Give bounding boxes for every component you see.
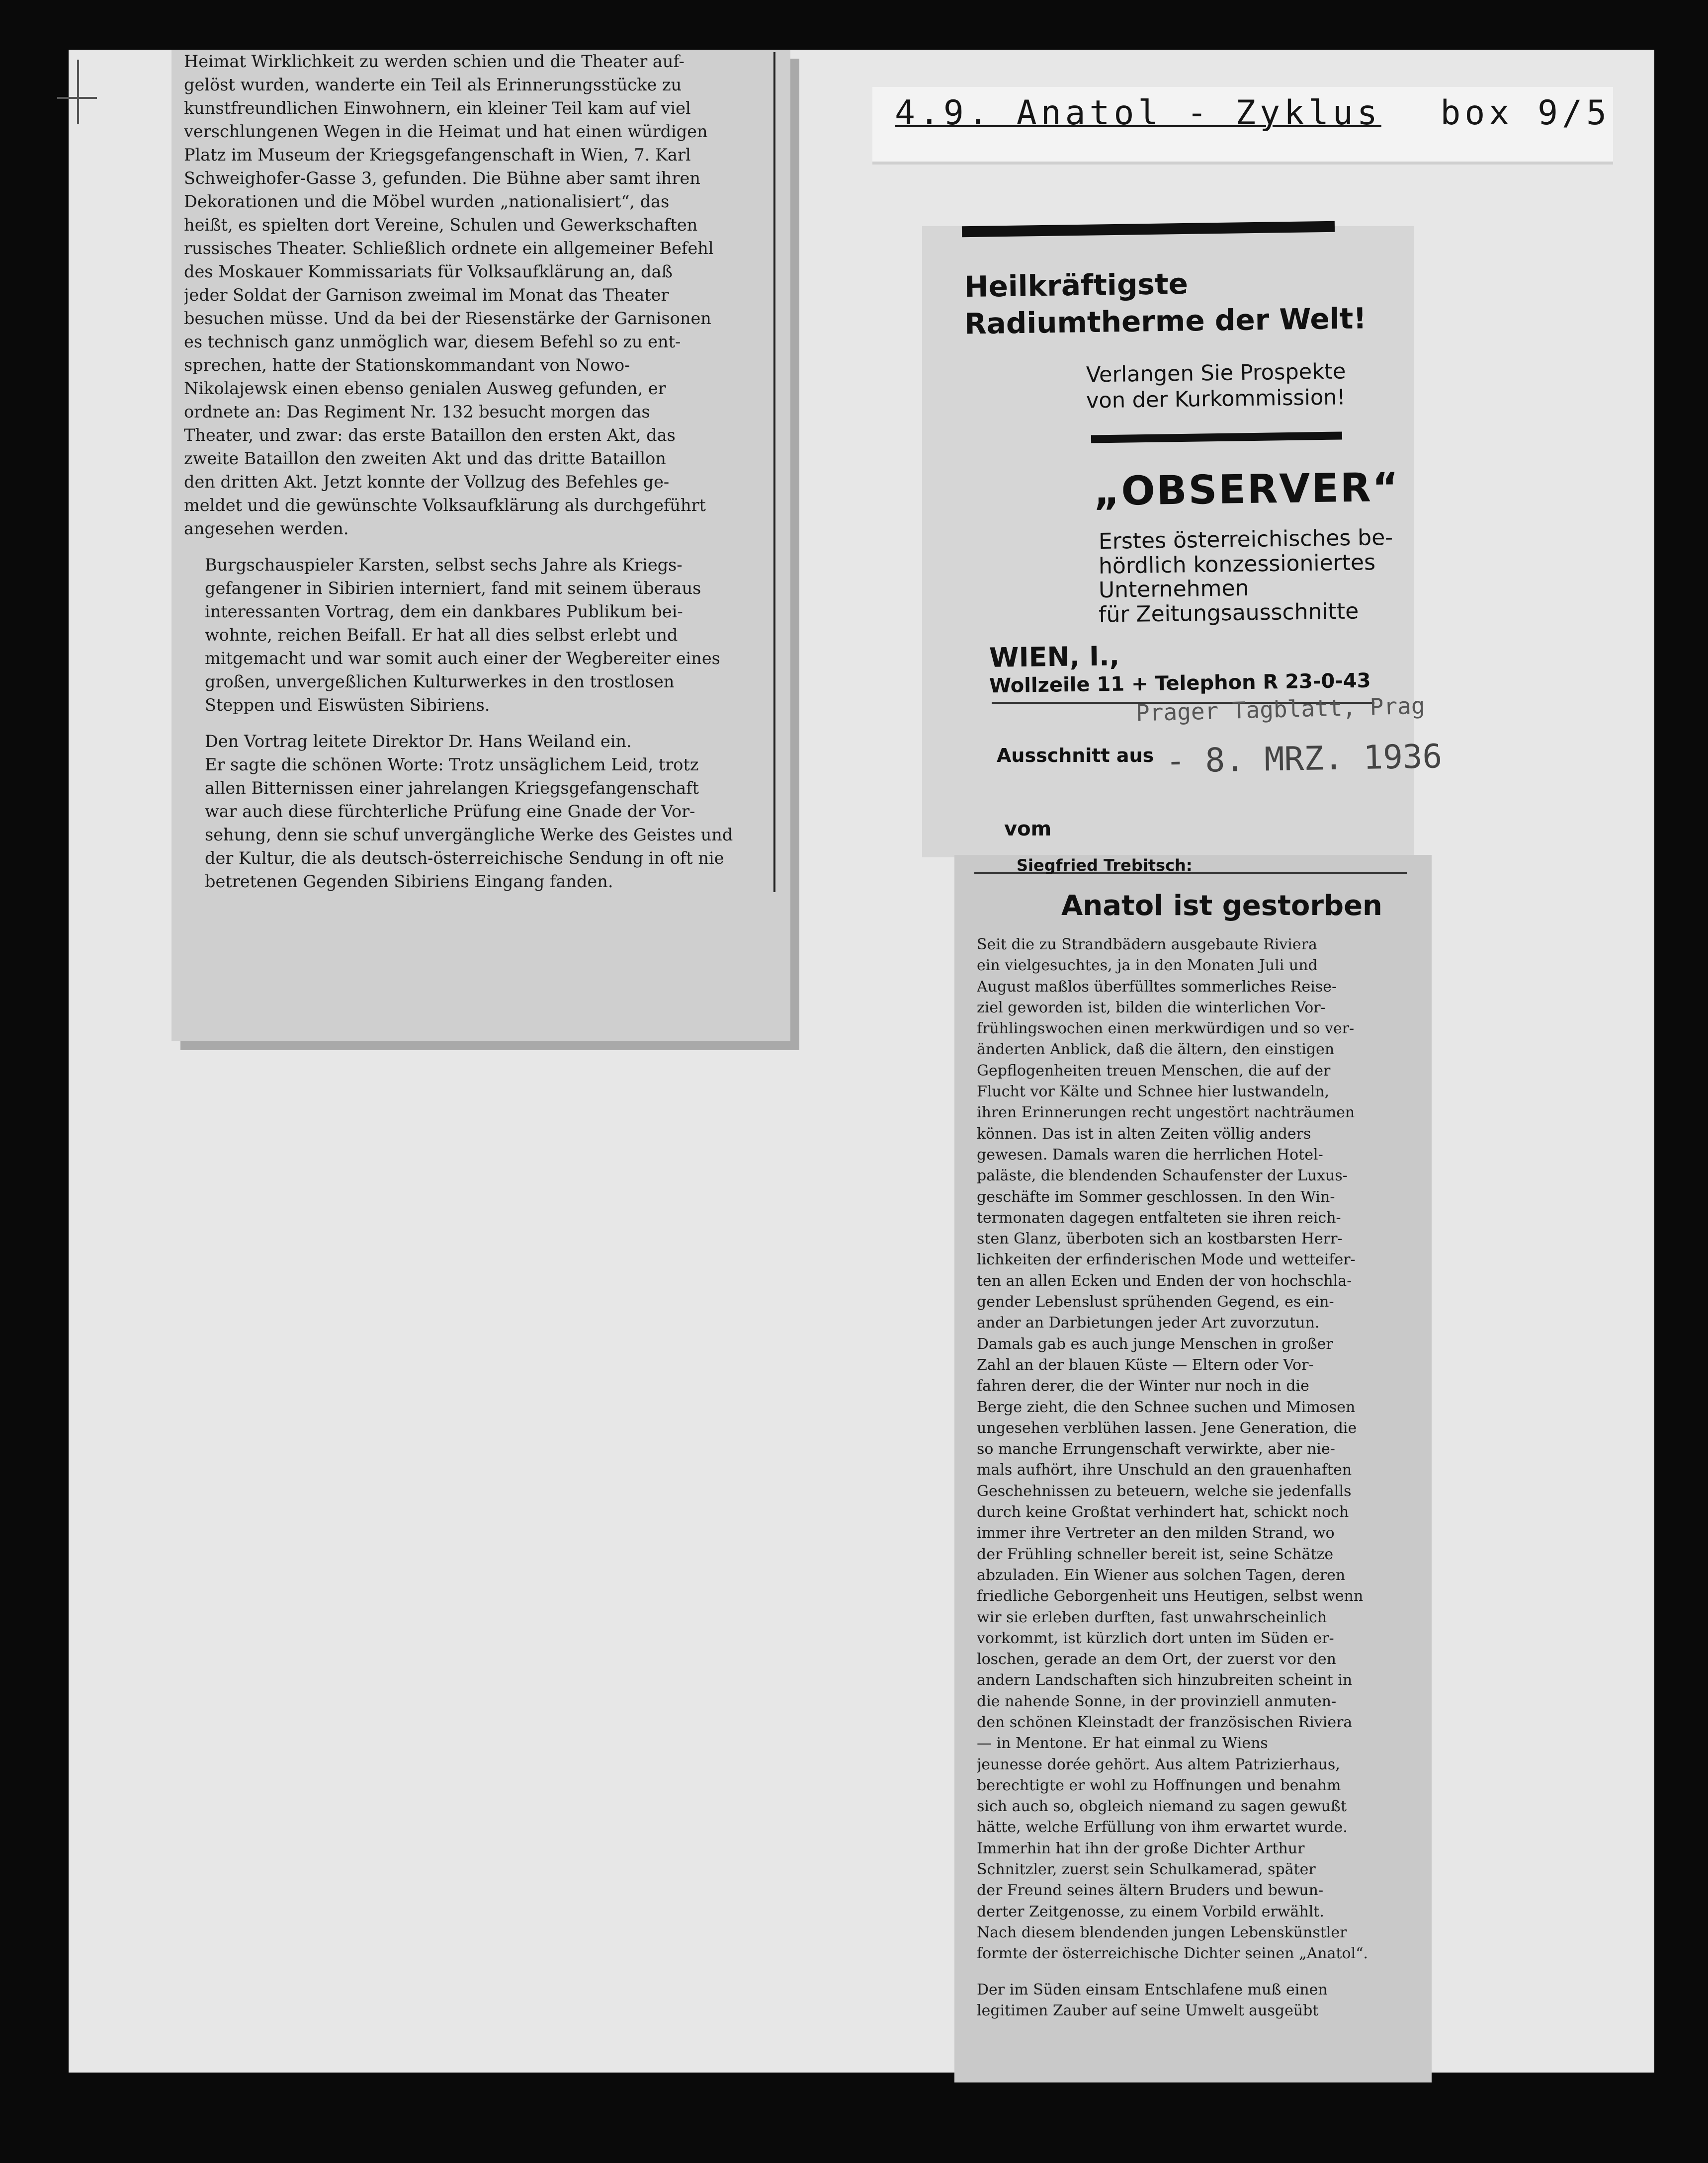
left-clipping-line: sehung, denn sie schuf unvergängliche Werke des Geistes und bbox=[205, 825, 733, 844]
article-line: Geschehnissen zu beteuern, welche sie jedenfalls bbox=[977, 1482, 1352, 1500]
ad-line-4: von der Kurkommission! bbox=[1086, 385, 1346, 414]
left-clipping-line: angesehen werden. bbox=[184, 519, 349, 538]
ad-line-3: Verlangen Sie Prospekte bbox=[1086, 359, 1346, 388]
article-line: geschäfte im Sommer geschlossen. In den Win- bbox=[977, 1188, 1335, 1206]
left-clipping-line: den dritten Akt. Jetzt konnte der Vollzug des Befehles ge- bbox=[184, 472, 670, 492]
article-line: legitimen Zauber auf seine Umwelt ausgeübt bbox=[977, 2001, 1319, 2019]
observer-city: WIEN, I., bbox=[989, 640, 1120, 673]
article-line: Schnitzler, zuerst sein Schulkamerad, später bbox=[977, 1861, 1316, 1879]
left-clipping-line: russisches Theater. Schließlich ordnete ein allgemeiner Befehl bbox=[184, 239, 714, 258]
article-body bbox=[977, 934, 1434, 2036]
left-clipping-line: großen, unvergeßlichen Kulturwerkes in den trostlosen bbox=[205, 672, 675, 691]
article-line: Gepflogenheiten treuen Menschen, die auf der bbox=[977, 1062, 1331, 1080]
left-clipping-line: betretenen Gegenden Sibiriens Eingang fanden. bbox=[205, 872, 613, 891]
left-clipping-line: sprechen, hatte der Stationskommandant von Nowo- bbox=[184, 355, 630, 375]
article-line: paläste, die blendenden Schaufenster der Luxus- bbox=[977, 1167, 1348, 1185]
article-paragraph bbox=[977, 934, 1434, 1965]
observer-name: „OBSERVER“ bbox=[1093, 464, 1400, 515]
article-line: können. Das ist in alten Zeiten völlig anders bbox=[977, 1125, 1311, 1143]
article-line: ziel geworden ist, bilden die winterlichen Vor- bbox=[977, 998, 1326, 1016]
article-line: Damals gab es auch junge Menschen in großer bbox=[977, 1335, 1333, 1353]
article-line: gender Lebenslust sprühenden Gegend, es ein- bbox=[977, 1293, 1334, 1311]
left-clipping-line: kunstfreundlichen Einwohnern, ein kleiner Teil kam auf viel bbox=[184, 98, 691, 118]
article-line: sich auch so, obgleich niemand zu sagen gewußt bbox=[977, 1798, 1347, 1816]
article-line: abzuladen. Ein Wiener aus solchen Tagen, deren bbox=[977, 1566, 1346, 1584]
clip-label: Ausschnitt aus bbox=[997, 745, 1154, 766]
left-clipping-line: Schweighofer-Gasse 3, gefunden. Die Bühne aber samt ihren bbox=[184, 168, 700, 188]
registration-mark bbox=[77, 60, 79, 124]
article-line: Der im Süden einsam Entschlafene muß einen bbox=[977, 1981, 1328, 1998]
article-author: Siegfried Trebitsch: bbox=[1017, 856, 1193, 875]
article-line: berechtigte er wohl zu Hoffnungen und benahm bbox=[977, 1776, 1341, 1794]
left-clipping-paragraph bbox=[184, 730, 780, 893]
article-line: Nach diesem blendenden jungen Lebenskünstler bbox=[977, 1923, 1347, 1941]
left-clipping-line: allen Bitternissen einer jahrelangen Kriegsgefangenschaft bbox=[205, 778, 699, 798]
observer-desc-2: hördlich konzessioniertes bbox=[1098, 550, 1376, 579]
observer-desc-1: Erstes österreichisches be- bbox=[1098, 524, 1393, 555]
left-clipping-line: des Moskauer Kommissariats für Volksaufklärung an, daß bbox=[184, 262, 673, 281]
observer-desc-4: für Zeitungsausschnitte bbox=[1098, 598, 1359, 628]
article-line: ander an Darbietungen jeder Art zuvorzutun. bbox=[977, 1314, 1320, 1332]
article-line: so manche Errungenschaft verwirkte, aber nie- bbox=[977, 1440, 1335, 1458]
left-clipping-line: Heimat Wirklichkeit zu werden schien und die Theater auf- bbox=[184, 52, 684, 71]
article-line: August maßlos überfülltes sommerliches Reise- bbox=[977, 978, 1337, 996]
article-line: — in Mentone. Er hat einmal zu Wiens bbox=[977, 1735, 1268, 1752]
left-clipping-line: meldet und die gewünschte Volksaufklärung als durchgeführt bbox=[184, 496, 706, 515]
left-clipping-line: Den Vortrag leitete Direktor Dr. Hans Weiland ein. bbox=[205, 732, 632, 751]
left-clipping-line: wohnte, reichen Beifall. Er hat all dies selbst erlebt und bbox=[205, 625, 678, 645]
left-clipping-line: besuchen müsse. Und da bei der Riesenstärke der Garnisonen bbox=[184, 309, 711, 328]
article-line: Berge zieht, die den Schnee suchen und Mimosen bbox=[977, 1398, 1356, 1416]
left-clipping-paragraph bbox=[184, 50, 780, 540]
observer-desc-3: Unternehmen bbox=[1098, 575, 1249, 603]
archive-label-box: box 9/5 bbox=[1440, 93, 1611, 133]
left-clipping-line: Er sagte die schönen Worte: Trotz unsäglichem Leid, trotz bbox=[205, 755, 699, 774]
article-line: friedliche Geborgenheit uns Heutigen, selbst wenn bbox=[977, 1587, 1364, 1605]
left-clipping-line: heißt, es spielten dort Vereine, Schulen und Gewerkschaften bbox=[184, 215, 698, 235]
source-stamp: Prager Tagblatt, Prag bbox=[1135, 692, 1426, 727]
article-line: wir sie erleben durften, fast unwahrscheinlich bbox=[977, 1608, 1327, 1626]
date-stamp: - 8. MRZ. 1936 bbox=[1165, 737, 1443, 780]
left-clipping-line: verschlungenen Wegen in die Heimat und hat einen würdigen bbox=[184, 122, 708, 141]
archive-label-text bbox=[895, 93, 1611, 133]
left-clipping-line: es technisch ganz unmöglich war, diesem Befehl so zu ent- bbox=[184, 332, 681, 351]
left-clipping-line: mitgemacht und war somit auch einer der Wegbereiter eines bbox=[205, 649, 720, 668]
article-line: ihren Erinnerungen recht ungestört nachträumen bbox=[977, 1104, 1355, 1122]
article-line: vorkommt, ist kürzlich dort unten im Süden er- bbox=[977, 1629, 1334, 1647]
article-line: frühlingswochen einen merkwürdigen und so ver- bbox=[977, 1020, 1355, 1038]
article-line: sten Glanz, überboten sich an kostbarsten Herr- bbox=[977, 1230, 1343, 1248]
article-paragraph bbox=[977, 1980, 1434, 2022]
article-line: hätte, welche Erfüllung von ihm erwartet wurde. bbox=[977, 1819, 1348, 1836]
left-clipping-line: der Kultur, die als deutsch-österreichische Sendung in oft nie bbox=[205, 848, 724, 868]
article-line: Flucht vor Kälte und Schnee hier lustwandeln, bbox=[977, 1083, 1330, 1101]
left-clipping-paragraph bbox=[184, 553, 780, 717]
left-clipping-line: war auch diese fürchterliche Prüfung eine Gnade der Vor- bbox=[205, 802, 695, 821]
vom-label: vom bbox=[1004, 818, 1052, 840]
article-headline: Anatol ist gestorben bbox=[1061, 890, 1382, 922]
article-line: lichkeiten der erfinderischen Mode und wetteifer- bbox=[977, 1251, 1356, 1269]
article-line: gewesen. Damals waren die herrlichen Hotel- bbox=[977, 1146, 1323, 1164]
article-line: der Freund seines ältern Bruders und bewun- bbox=[977, 1882, 1324, 1900]
left-clipping-line: interessanten Vortrag, dem ein dankbares Publikum bei- bbox=[205, 602, 683, 621]
article-line: die nahende Sonne, in der provinziell anmuten- bbox=[977, 1692, 1337, 1710]
left-clipping-line: Theater, und zwar: das erste Bataillon den ersten Akt, das bbox=[184, 425, 676, 445]
article-line: jeunesse dorée gehört. Aus altem Patrizierhaus, bbox=[977, 1755, 1340, 1773]
article-line: fahren derer, die der Winter nur noch in die bbox=[977, 1377, 1309, 1395]
left-clipping-line: Dekorationen und die Möbel wurden „nationalisiert“, das bbox=[184, 192, 670, 211]
left-clipping-line: ordnete an: Das Regiment Nr. 132 besucht morgen das bbox=[184, 402, 650, 421]
article-line: formte der österreichische Dichter seinen „Anatol“. bbox=[977, 1945, 1368, 1963]
ad-line-2: Radiumtherme der Welt! bbox=[964, 301, 1367, 341]
article-line: durch keine Großtat verhindert hat, schickt noch bbox=[977, 1503, 1349, 1521]
ad-line-1: Heilkräftigste bbox=[964, 266, 1189, 304]
left-clipping-line: Steppen und Eiswüsten Sibiriens. bbox=[205, 695, 490, 715]
article-line: immer ihre Vertreter an den milden Strand, wo bbox=[977, 1524, 1335, 1542]
article-line: mals aufhört, ihre Unschuld an den grauenhaften bbox=[977, 1461, 1352, 1479]
archive-label-title: 4.9. Anatol - Zyklus bbox=[895, 93, 1381, 133]
article-line: derter Zeitgenosse, zu einem Vorbild erwählt. bbox=[977, 1903, 1324, 1920]
left-clipping-line: gelöst wurden, wanderte ein Teil als Erinnerungsstücke zu bbox=[184, 75, 682, 94]
article-line: andern Landschaften sich hinzubreiten scheint in bbox=[977, 1671, 1353, 1689]
article-line: Zahl an der blauen Küste — Eltern oder Vor- bbox=[977, 1356, 1314, 1374]
left-clipping-line: zweite Bataillon den zweiten Akt und das dritte Bataillon bbox=[184, 449, 666, 468]
article-line: der Frühling schneller bereit ist, seine Schätze bbox=[977, 1545, 1334, 1563]
left-clipping-line: jeder Soldat der Garnison zweimal im Monat das Theater bbox=[184, 285, 669, 305]
article-line: ungesehen verblühen lassen. Jene Generation, die bbox=[977, 1419, 1357, 1437]
left-clipping-text bbox=[184, 50, 780, 906]
article-line: loschen, gerade an dem Ort, der zuerst vor den bbox=[977, 1651, 1336, 1668]
article-line: Immerhin hat ihn der große Dichter Arthur bbox=[977, 1839, 1305, 1857]
article-line: ten an allen Ecken und Enden der von hochschla- bbox=[977, 1272, 1352, 1290]
observer-address: Wollzeile 11 + Telephon R 23-0-43 bbox=[989, 669, 1371, 698]
article-line: änderten Anblick, daß die ältern, den einstigen bbox=[977, 1041, 1335, 1059]
left-clipping-line: Platz im Museum der Kriegsgefangenschaft in Wien, 7. Karl bbox=[184, 145, 691, 165]
left-clipping-line: Burgschauspieler Karsten, selbst sechs Jahre als Kriegs- bbox=[205, 555, 683, 575]
left-clipping-line: gefangener in Sibirien interniert, fand mit seinem überaus bbox=[205, 579, 701, 598]
article-line: ein vielgesuchtes, ja in den Monaten Juli und bbox=[977, 957, 1318, 975]
article-line: Seit die zu Strandbädern ausgebaute Riviera bbox=[977, 936, 1317, 953]
article-line: termonaten dagegen entfalteten sie ihren reich- bbox=[977, 1209, 1341, 1227]
article-line: den schönen Kleinstadt der französischen Riviera bbox=[977, 1713, 1353, 1731]
left-clipping-line: Nikolajewsk einen ebenso genialen Ausweg gefunden, er bbox=[184, 379, 666, 398]
